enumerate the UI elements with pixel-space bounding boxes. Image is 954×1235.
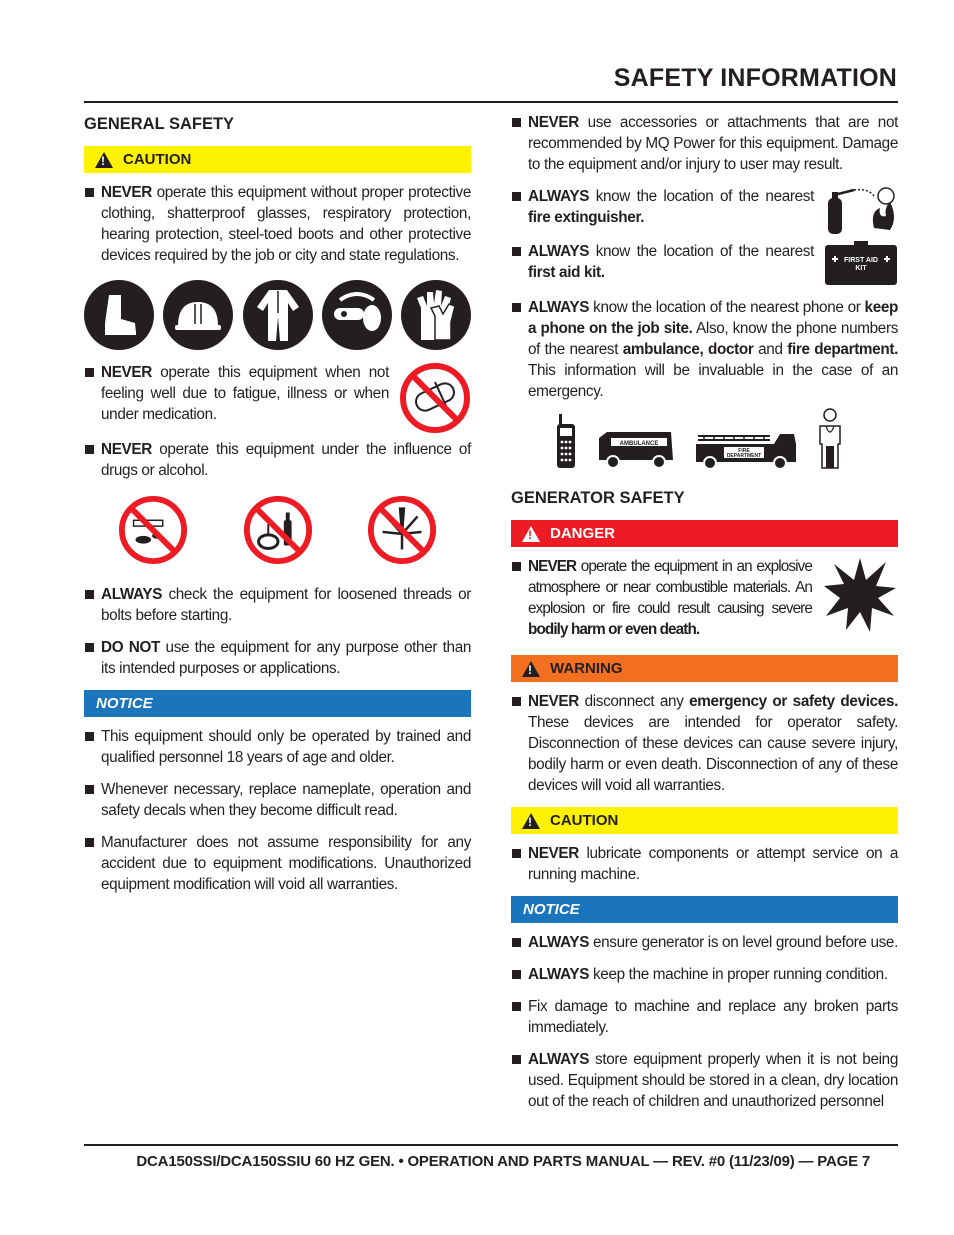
list-item: Manufacturer does not assume responsibility for any accident due to equipment modifications. Unauthorized equipment modification will void all warranties. — [84, 832, 471, 895]
list-item: ALWAYS know the location of the nearest fire extinguisher. — [511, 186, 814, 228]
warning-triangle-icon — [522, 661, 540, 677]
danger-banner — [511, 520, 898, 547]
warning-banner — [511, 655, 898, 682]
warning-triangle-icon — [522, 813, 540, 829]
gloves-icon — [401, 280, 471, 350]
caution-banner — [511, 807, 898, 834]
hard-hat-icon — [163, 280, 233, 350]
emergency-icons-row — [555, 413, 842, 475]
list-item: NEVER operate the equipment in an explosive atmosphere or near combustible materials. An explosion or fire could result causing severe bodily harm or even death. — [511, 556, 812, 640]
page-title: SAFETY INFORMATION — [613, 64, 897, 92]
warning-triangle-icon — [522, 526, 540, 542]
list-item: Whenever necessary, replace nameplate, operation and safety decals when they become difficult read. — [84, 779, 471, 821]
first-aid-kit-label: FIRST AID — [844, 257, 878, 264]
right-column — [511, 112, 898, 1123]
no-marijuana-icon — [367, 495, 437, 570]
fire-extinguisher-icon — [824, 186, 898, 241]
coveralls-icon — [243, 280, 313, 350]
explosion-row — [511, 556, 898, 651]
boot-icon — [84, 280, 154, 350]
list-item: ALWAYS ensure generator is on level ground before use. — [511, 932, 898, 953]
list-item: NEVER use accessories or attachments that are not recommended by MQ Power for this equipment. Damage to the equipment and/or injury to user may result. — [511, 112, 898, 175]
doctor-icon — [818, 408, 842, 475]
goggles-ear-protection-icon — [322, 280, 392, 350]
notice-label: NOTICE — [523, 901, 580, 918]
footer-rule — [84, 1144, 898, 1146]
no-alcohol-icon — [243, 495, 313, 570]
warning-label: WARNING — [550, 660, 623, 677]
list-item: Fix damage to machine and replace any broken parts immediately. — [511, 996, 898, 1038]
list-item: ALWAYS know the location of the nearest first aid kit. — [511, 241, 814, 283]
list-item: NEVER operate this equipment when not feeling well due to fatigue, illness or when under medication. — [84, 362, 389, 425]
general-safety-heading: GENERAL SAFETY — [84, 115, 235, 133]
generator-safety-heading: GENERATOR SAFETY — [511, 489, 685, 507]
svg-text:KIT: KIT — [855, 265, 867, 272]
ambulance-label: AMBULANCE — [619, 441, 658, 447]
list-item: This equipment should only be operated by trained and qualified personnel 18 years of age and older. — [84, 726, 471, 768]
no-medication-icon — [399, 362, 471, 439]
list-item: NEVER operate this equipment without proper protective clothing, shatterproof glasses, respiratory protection, hearing protection, steel-toed boots and other protective devices required by the job or city and state regulations. — [84, 182, 471, 266]
caution-banner — [84, 146, 471, 173]
list-item: ALWAYS store equipment properly when it is not being used. Equipment should be stored in a clean, dry location out of the reach of children and unauthorized personnel — [511, 1049, 898, 1112]
fatigue-row — [84, 362, 471, 439]
list-item: NEVER operate this equipment under the influence of drugs or alcohol. — [84, 439, 471, 481]
list-item: NEVER lubricate components or attempt service on a running machine. — [511, 843, 898, 885]
warning-triangle-icon — [95, 152, 113, 168]
list-item: ALWAYS know the location of the nearest phone or keep a phone on the job site. Also, know the phone numbers of the nearest ambulance, doctor and fire department. This information will be invaluable in the case of an emergency. — [511, 297, 898, 402]
first-aid-row — [511, 241, 898, 294]
ppe-icons-row — [84, 280, 471, 350]
list-item: ALWAYS keep the machine in proper running condition. — [511, 964, 898, 985]
notice-label: NOTICE — [96, 695, 153, 712]
explosion-icon — [822, 556, 898, 639]
first-aid-kit-icon — [824, 241, 898, 290]
notice-banner — [84, 690, 471, 717]
ambulance-icon — [597, 430, 675, 475]
page-footer: DCA150SSI/DCA150SSIU 60 HZ GEN. • OPERATION AND PARTS MANUAL — REV. #0 (11/23/09) — PAGE 7 — [136, 1153, 870, 1170]
header-rule — [84, 101, 898, 103]
no-drugs-icon — [118, 495, 188, 570]
fire-department-label: FIRE — [738, 448, 751, 454]
list-item: DO NOT use the equipment for any purpose other than its intended purposes or applications. — [84, 637, 471, 679]
caution-label: CAUTION — [550, 812, 619, 829]
danger-label: DANGER — [550, 525, 616, 542]
notice-banner — [511, 896, 898, 923]
fire-truck-icon — [694, 430, 798, 475]
list-item: ALWAYS check the equipment for loosened threads or bolts before starting. — [84, 584, 471, 626]
caution-label: CAUTION — [123, 151, 192, 168]
phone-icon — [555, 414, 577, 475]
fire-extinguisher-row — [511, 186, 898, 241]
list-item: NEVER disconnect any emergency or safety devices. These devices are intended for operator safety. Disconnection of these devices can cause severe injury, bodily harm or even death. Disconnection of any of these devices will void all warranties. — [511, 691, 898, 796]
prohibited-icons-row — [84, 495, 471, 570]
svg-text:DEPARTMENT: DEPARTMENT — [727, 453, 762, 459]
left-column — [84, 112, 471, 906]
